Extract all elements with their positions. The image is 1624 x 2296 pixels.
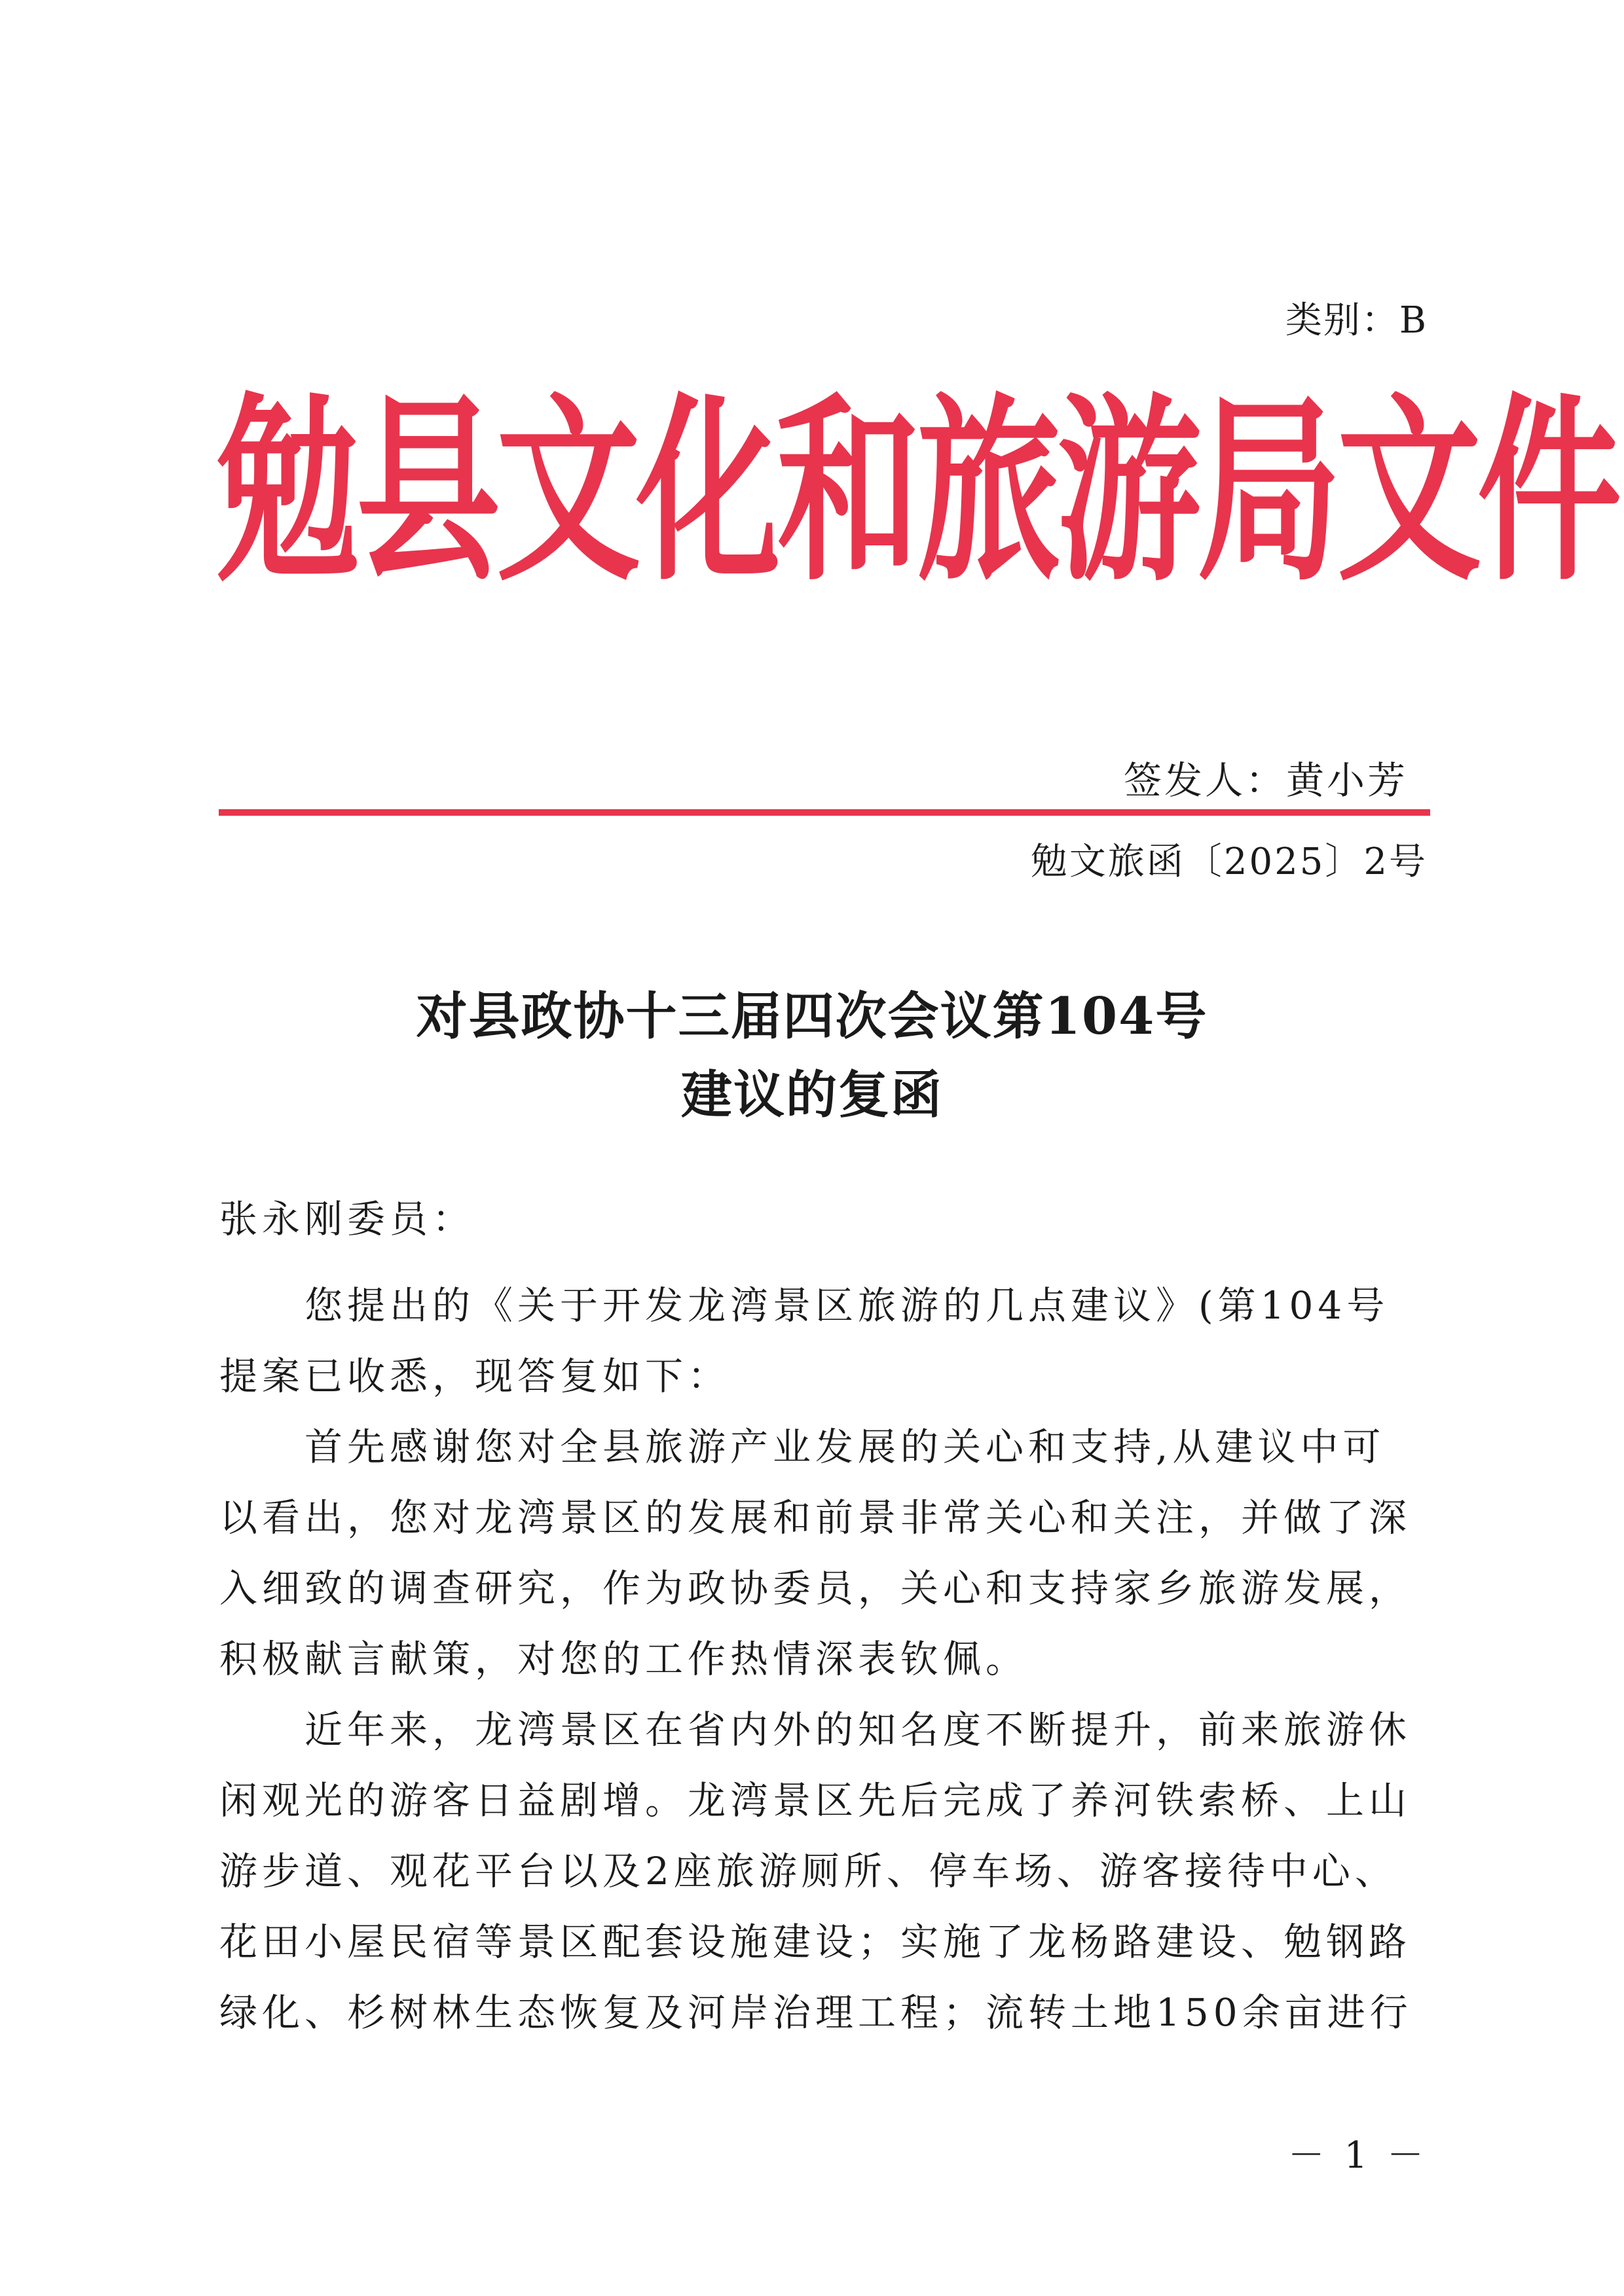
body-line: 游步道、观花平台以及2座旅游厕所、停车场、游客接待中心、 bbox=[219, 1849, 1397, 1893]
body-line: 您提出的《关于开发龙湾景区旅游的几点建议》(第104号 bbox=[219, 1283, 1390, 1328]
body-line: 绿化、杉树林生态恢复及河岸治理工程；流转土地150余亩进行 bbox=[219, 1990, 1412, 2035]
body-line: 入细致的调查研究，作为政协委员，关心和支持家乡旅游发展， bbox=[219, 1566, 1412, 1611]
body-line: 以看出，您对龙湾景区的发展和前景非常关心和关注，并做了深 bbox=[219, 1495, 1412, 1540]
red-divider-rule bbox=[219, 809, 1430, 816]
body-line: 积极献言献策，对您的工作热情深表钦佩。 bbox=[219, 1637, 1029, 1681]
page-number: － 1 － bbox=[1287, 2134, 1428, 2177]
document-category: 类别：B bbox=[1285, 299, 1428, 342]
body-line: 闲观光的游客日益剧增。龙湾景区先后完成了养河铁索桥、上山 bbox=[219, 1778, 1412, 1823]
document-title-line-2: 建议的复函 bbox=[680, 1065, 943, 1125]
masthead-title: 勉县文化和旅游局文件 bbox=[216, 373, 1618, 608]
document-number: 勉文旅函〔2025〕2号 bbox=[1030, 841, 1428, 883]
body-line: 首先感谢您对全县旅游产业发展的关心和支持,从建议中可 bbox=[219, 1425, 1386, 1469]
body-line: 提案已收悉，现答复如下： bbox=[219, 1354, 731, 1398]
body-line: 近年来，龙湾景区在省内外的知名度不断提升，前来旅游休 bbox=[219, 1707, 1412, 1752]
salutation: 张永刚委员： bbox=[219, 1197, 475, 1241]
issuer-signature-line: 签发人：黄小芳 bbox=[1123, 758, 1408, 803]
document-title-line-1: 对县政协十三届四次会议第104号 bbox=[416, 987, 1208, 1046]
body-line: 花田小屋民宿等景区配套设施建设；实施了龙杨路建设、勉钢路 bbox=[219, 1920, 1412, 1964]
